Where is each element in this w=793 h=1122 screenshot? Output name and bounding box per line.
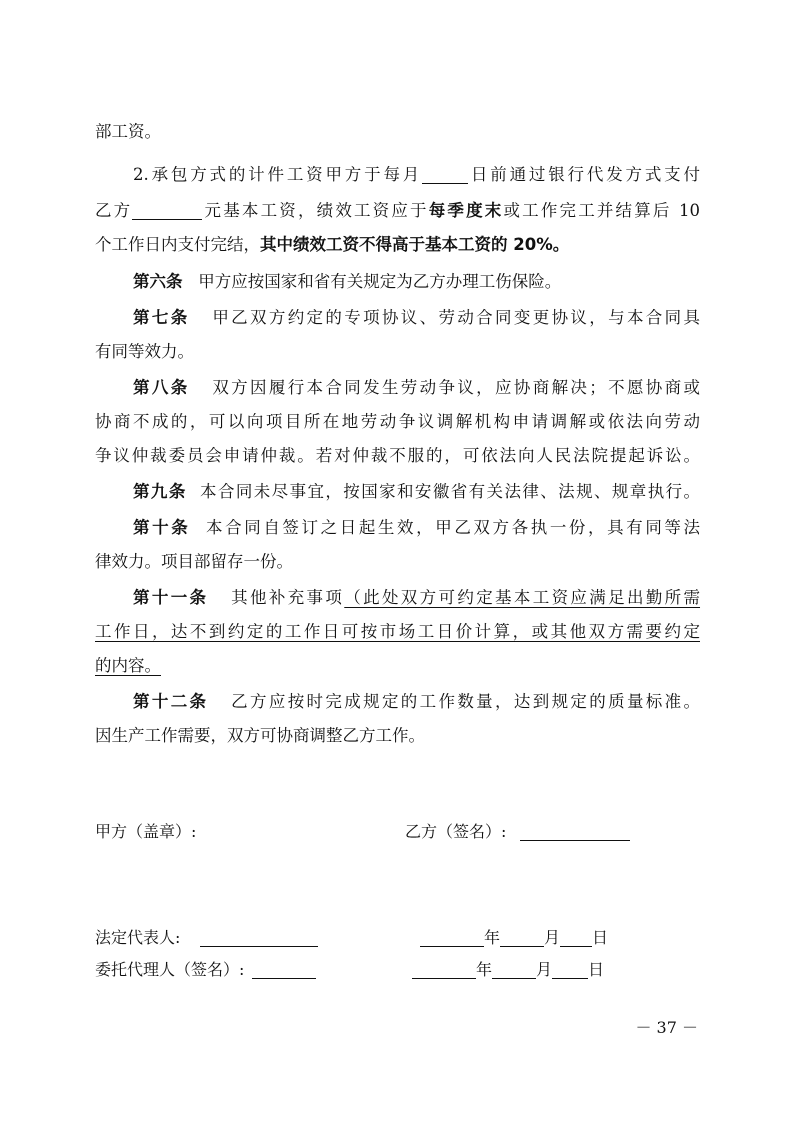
authorized-agent: 委托代理人（签名）: xyxy=(95,955,316,985)
party-b-signature-blank[interactable] xyxy=(520,822,630,841)
date-line-1: 年 月 日 xyxy=(420,923,608,953)
paragraph-line: 因生产工作需要，双方可协商调整乙方工作。 xyxy=(95,726,425,745)
fill-blank[interactable] xyxy=(422,165,468,184)
paragraph-line: 部工资。 xyxy=(95,122,161,141)
day-blank[interactable] xyxy=(552,960,588,979)
article-10: 第十条 本合同自签订之日起生效，甲乙双方各执一份，具有同等法 xyxy=(133,518,701,537)
article-6: 第六条 甲方应按国家和省有关规定为乙方办理工伤保险。 xyxy=(133,272,562,291)
paragraph-line: 协商不成的，可以向项目所在地劳动争议调解机构申请调解或依法向劳动 xyxy=(95,412,700,431)
article-11: 第十一条 其他补充事项（此处双方可约定基本工资应满足出勤所需 xyxy=(133,588,701,607)
date-line-2: 年 月 日 xyxy=(412,955,604,985)
paragraph-line: 工作日，达不到约定的工作日可按市场工日价计算，或其他双方需要约定 xyxy=(95,622,700,641)
paragraph-line: 争议仲裁委员会申请仲裁。若对仲裁不服的，可依法向人民法院提起诉讼。 xyxy=(95,446,700,465)
article-heading: 第九条 xyxy=(133,482,187,501)
paragraph-line: 乙方 元基本工资，绩效工资应于每季度末或工作完工并结算后 10 xyxy=(95,201,701,220)
paragraph-line: 律效力。项目部留存一份。 xyxy=(95,552,293,571)
paragraph-line: 2.承包方式的计件工资甲方于每月 日前通过银行代发方式支付 xyxy=(133,165,700,184)
article-7: 第七条 甲乙双方约定的专项协议、劳动合同变更协议，与本合同具 xyxy=(133,308,700,327)
article-heading: 第十一条 xyxy=(133,588,209,607)
page-number: － 37 － xyxy=(635,1018,698,1037)
article-heading: 第七条 xyxy=(133,308,190,327)
article-12: 第十二条 乙方应按时完成规定的工作数量，达到规定的质量标准。 xyxy=(133,692,700,711)
party-b-signature: 乙方（签名）: xyxy=(405,817,630,847)
paragraph-line: 有同等效力。 xyxy=(95,342,194,361)
day-blank[interactable] xyxy=(560,928,592,947)
article-heading: 第十条 xyxy=(133,518,191,537)
legal-representative: 法定代表人: xyxy=(95,923,318,953)
month-blank[interactable] xyxy=(500,928,544,947)
article-8: 第八条 双方因履行本合同发生劳动争议，应协商解决；不愿协商或 xyxy=(133,378,700,397)
agent-blank[interactable] xyxy=(252,960,316,979)
article-heading: 第八条 xyxy=(133,378,190,397)
article-heading: 第十二条 xyxy=(133,692,209,711)
month-blank[interactable] xyxy=(492,960,536,979)
article-heading: 第六条 xyxy=(133,272,183,291)
paragraph-line: 的内容。 xyxy=(95,656,161,675)
year-blank[interactable] xyxy=(412,960,476,979)
article-9: 第九条 本合同未尽事宜，按国家和安徽省有关法律、法规、规章执行。 xyxy=(133,482,700,501)
legal-rep-blank[interactable] xyxy=(200,928,318,947)
fill-blank[interactable] xyxy=(132,201,202,220)
paragraph-line: 个工作日内支付完结，其中绩效工资不得高于基本工资的 20%。 xyxy=(95,235,570,254)
party-a-signature: 甲方（盖章）: xyxy=(95,822,197,841)
year-blank[interactable] xyxy=(420,928,484,947)
